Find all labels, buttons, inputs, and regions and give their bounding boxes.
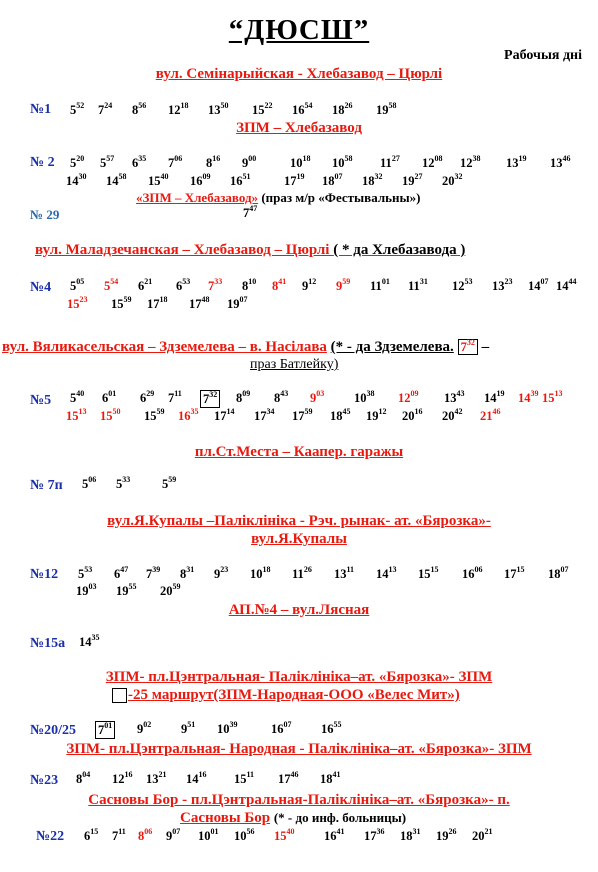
route-7-title: пл.Ст.Места – Каапер. гаражы — [194, 444, 404, 460]
route-20-number: №20/25 — [30, 723, 76, 738]
departure-time: $20^{21}$ — [472, 827, 493, 844]
departure-time: $18^{41}$ — [320, 770, 341, 787]
route-12-title: вул.Я.Купалы –Паліклініка - Рэч. рынак- ат. «Бярозка»- — [107, 513, 491, 529]
departure-time: $18^{32}$ — [362, 172, 383, 189]
route-20-times — [95, 720, 342, 738]
route-22-name2: Сасновы Бор — [180, 810, 271, 826]
departure-time: $15^{22}$ — [252, 101, 273, 118]
departure-time: $9^{07}$ — [166, 827, 181, 844]
departure-time: $18^{45}$ — [330, 407, 351, 424]
departure-time: $16^{41}$ — [324, 827, 345, 844]
departure-time: $7^{33}$ — [208, 277, 223, 294]
departure-time: $19^{07}$ — [227, 295, 248, 312]
route-22-title: Сасновы Бор - пл.Цэнтральная-Паліклініка–ат. «Бярозка»- п. — [88, 792, 510, 808]
departure-time: $6^{15}$ — [84, 827, 99, 844]
departure-time: $8^{16}$ — [206, 154, 221, 171]
departure-time: $19^{55}$ — [116, 582, 137, 599]
route-5-note-box: $7^{32}$ — [458, 339, 478, 355]
route-22-number: №22 — [36, 829, 65, 844]
departure-time: $15^{59}$ — [111, 295, 132, 312]
departure-time: $18^{26}$ — [332, 101, 353, 118]
departure-time: $15^{11}$ — [234, 770, 255, 787]
route-5-number: №5 — [30, 393, 52, 408]
route-12-line2: вул.Я.Купалы — [251, 531, 347, 547]
route-1-times — [70, 101, 397, 118]
departure-time: $8^{04}$ — [76, 770, 91, 787]
departure-time: $20^{59}$ — [160, 582, 181, 599]
departure-time: $17^{15}$ — [504, 565, 525, 582]
departure-time: $17^{18}$ — [147, 295, 168, 312]
departure-time: $13^{11}$ — [334, 565, 355, 582]
departure-time: $17^{46}$ — [278, 770, 299, 787]
departure-time: $9^{02}$ — [137, 720, 152, 737]
departure-time: $15^{59}$ — [144, 407, 165, 424]
route-29-note: (праз м/р «Фестывальны») — [261, 190, 421, 205]
departure-time: $5^{53}$ — [78, 565, 93, 582]
route-1-title: вул. Семінарыйская - Хлебазавод – Цюрлі — [155, 66, 443, 82]
route-4-number: №4 — [30, 280, 52, 295]
departure-time: $16^{55}$ — [321, 720, 342, 737]
departure-time: $14^{30}$ — [66, 172, 87, 189]
departure-time: $10^{38}$ — [354, 389, 375, 406]
departure-time: $20^{32}$ — [442, 172, 463, 189]
route-5-title — [2, 339, 489, 356]
route-2-number: № 2 — [30, 155, 55, 170]
departure-time: $14^{58}$ — [106, 172, 127, 189]
departure-time: $16^{51}$ — [230, 172, 251, 189]
departure-time: $11^{26}$ — [292, 565, 312, 582]
departure-time: $5^{59}$ — [162, 475, 177, 492]
departure-time: $5^{20}$ — [70, 154, 85, 171]
departure-time: $11^{01}$ — [370, 277, 390, 294]
departure-time: $10^{39}$ — [217, 720, 238, 737]
departure-time: $18^{07}$ — [322, 172, 343, 189]
route-20-line2: -25 маршрут(ЗПМ-Народная-ООО «Велес Мит») — [112, 687, 460, 704]
route-22-note: (* - до инф. больницы) — [273, 810, 407, 825]
departure-time: $12^{08}$ — [422, 154, 443, 171]
departure-time: $5^{06}$ — [82, 475, 97, 492]
departure-time: $6^{01}$ — [102, 389, 117, 406]
route-15-times — [79, 633, 100, 650]
route-5-line2: праз Батлейку) — [250, 357, 339, 372]
departure-time: $12^{16}$ — [112, 770, 133, 787]
departure-time: $15^{40}$ — [274, 827, 295, 844]
departure-time: $13^{19}$ — [506, 154, 527, 171]
route-23-times — [76, 770, 341, 787]
route-7-number: № 7п — [30, 478, 63, 493]
departure-time: $20^{42}$ — [442, 407, 463, 424]
departure-time: $8^{41}$ — [272, 277, 287, 294]
route-5-name: вул. Вяликасельская – Здземелева – в. Насілава — [2, 339, 327, 356]
departure-time: $5^{57}$ — [100, 154, 115, 171]
departure-time: $9^{51}$ — [181, 720, 196, 737]
departure-time: $17^{59}$ — [292, 407, 313, 424]
route-29-title — [136, 190, 420, 206]
departure-time: $8^{56}$ — [132, 101, 147, 118]
departure-time: $14^{16}$ — [186, 770, 207, 787]
departure-time: $9^{00}$ — [242, 154, 257, 171]
departure-time: $13^{23}$ — [492, 277, 513, 294]
departure-time: $7^{47}$ — [243, 204, 258, 221]
departure-time: $5^{52}$ — [70, 101, 85, 118]
route-12-times — [78, 565, 569, 582]
day-type-label: Рабочыя дні — [504, 48, 582, 63]
empty-box-icon — [112, 688, 127, 703]
departure-time: $14^{39}$ — [518, 389, 539, 406]
departure-time: $19^{26}$ — [436, 827, 457, 844]
departure-time: $16^{06}$ — [462, 565, 483, 582]
departure-time: $12^{38}$ — [460, 154, 481, 171]
departure-time: $5^{40}$ — [70, 389, 85, 406]
route-4-name: вул. Маладзечанская – Хлебазавод – Цюрлі — [35, 242, 330, 258]
departure-time: $15^{13}$ — [66, 407, 87, 424]
departure-time: $14^{44}$ — [556, 277, 577, 294]
route-4-title — [35, 242, 465, 259]
departure-time: $20^{16}$ — [402, 407, 423, 424]
departure-time: $7^{11}$ — [168, 389, 182, 406]
departure-time: $11^{31}$ — [408, 277, 428, 294]
route-29-name: «ЗПМ – Хлебазавод» — [136, 190, 259, 205]
route-2-times-row2 — [66, 172, 463, 189]
route-15-number: №15а — [30, 636, 66, 651]
departure-time: $6^{47}$ — [114, 565, 129, 582]
route-7-times — [82, 475, 177, 492]
route-5-times-row2 — [66, 407, 501, 424]
departure-time: $8^{43}$ — [274, 389, 289, 406]
route-5-note: (* - да Здземелева. — [330, 339, 454, 356]
departure-time: $9^{59}$ — [336, 277, 351, 294]
departure-time: $19^{27}$ — [402, 172, 423, 189]
departure-time: $7^{24}$ — [98, 101, 113, 118]
departure-time: $13^{21}$ — [146, 770, 167, 787]
departure-time: $9^{03}$ — [310, 389, 325, 406]
departure-time: $18^{07}$ — [548, 565, 569, 582]
departure-time: $16^{54}$ — [292, 101, 313, 118]
route-22-times — [84, 827, 493, 844]
departure-time: $15^{40}$ — [148, 172, 169, 189]
route-12-number: №12 — [30, 567, 59, 582]
page-title: “ДЮСШ” — [228, 14, 370, 46]
departure-time: $8^{06}$ — [138, 827, 153, 844]
departure-time: $5^{54}$ — [104, 277, 119, 294]
departure-time: $15^{50}$ — [100, 407, 121, 424]
route-22-line2 — [180, 810, 406, 827]
departure-time: $6^{21}$ — [138, 277, 153, 294]
departure-time: $18^{31}$ — [400, 827, 421, 844]
route-2-title: ЗПМ – Хлебазавод — [236, 120, 362, 136]
route-29-times — [243, 204, 258, 221]
departure-time: $10^{58}$ — [332, 154, 353, 171]
departure-time: $12^{09}$ — [398, 389, 419, 406]
route-12-times-row2 — [76, 582, 181, 599]
departure-time: $7^{11}$ — [112, 827, 126, 844]
departure-time: $14^{13}$ — [376, 565, 397, 582]
route-4-times — [70, 277, 577, 294]
departure-time: $14^{19}$ — [484, 389, 505, 406]
departure-time: $10^{56}$ — [234, 827, 255, 844]
departure-time: $5^{05}$ — [70, 277, 85, 294]
departure-time: $8^{10}$ — [242, 277, 257, 294]
departure-time: $8^{09}$ — [236, 389, 251, 406]
departure-time: $13^{50}$ — [208, 101, 229, 118]
route-23-title: ЗПМ- пл.Цэнтральная- Народная - Паліклініка–ат. «Бярозка»- ЗПМ — [66, 741, 532, 757]
departure-time: $6^{53}$ — [176, 277, 191, 294]
departure-time: $12^{18}$ — [168, 101, 189, 118]
departure-time: $17^{48}$ — [189, 295, 210, 312]
departure-time: $19^{03}$ — [76, 582, 97, 599]
departure-time: $14^{07}$ — [528, 277, 549, 294]
departure-time: $5^{33}$ — [116, 475, 131, 492]
route-5-note-end: – — [481, 339, 490, 356]
route-2-times — [70, 154, 571, 171]
departure-time: $6^{29}$ — [140, 389, 155, 406]
departure-time: $17^{19}$ — [284, 172, 305, 189]
departure-time: $10^{18}$ — [290, 154, 311, 171]
route-20-title: ЗПМ- пл.Цэнтральная- Паліклініка–ат. «Бярозка»- ЗПМ — [105, 669, 493, 685]
departure-time: $17^{14}$ — [214, 407, 235, 424]
departure-time: $19^{58}$ — [376, 101, 397, 118]
departure-time: $13^{43}$ — [444, 389, 465, 406]
departure-time: $16^{07}$ — [271, 720, 292, 737]
departure-time: $9^{12}$ — [302, 277, 317, 294]
departure-time: $12^{53}$ — [452, 277, 473, 294]
departure-time: $14^{35}$ — [79, 633, 100, 650]
departure-time: $13^{46}$ — [550, 154, 571, 171]
departure-time: $7^{39}$ — [146, 565, 161, 582]
departure-time: $9^{23}$ — [214, 565, 229, 582]
departure-time: $10^{01}$ — [198, 827, 219, 844]
route-23-number: №23 — [30, 773, 59, 788]
departure-time: $21^{46}$ — [480, 407, 501, 424]
route-1-number: №1 — [30, 102, 52, 117]
departure-time: $11^{27}$ — [380, 154, 400, 171]
departure-time: $7^{01}$ — [95, 721, 115, 739]
departure-time: $15^{13}$ — [542, 389, 563, 406]
route-15-title: АП.№4 – вул.Лясная — [228, 602, 370, 618]
departure-time: $17^{34}$ — [254, 407, 275, 424]
departure-time: $10^{18}$ — [250, 565, 271, 582]
departure-time: $15^{15}$ — [418, 565, 439, 582]
departure-time: $7^{06}$ — [168, 154, 183, 171]
route-4-times-row2 — [67, 295, 248, 312]
departure-time: $7^{32}$ — [200, 390, 220, 408]
departure-time: $17^{36}$ — [364, 827, 385, 844]
departure-time: $19^{12}$ — [366, 407, 387, 424]
route-5-times — [70, 389, 563, 407]
departure-time: $16^{09}$ — [190, 172, 211, 189]
departure-time: $8^{31}$ — [180, 565, 195, 582]
departure-time: $6^{35}$ — [132, 154, 147, 171]
departure-time: $16^{35}$ — [178, 407, 199, 424]
departure-time: $15^{23}$ — [67, 295, 88, 312]
route-29-number: № 29 — [30, 207, 60, 222]
route-4-note: ( * да Хлебазавода ) — [333, 242, 466, 258]
